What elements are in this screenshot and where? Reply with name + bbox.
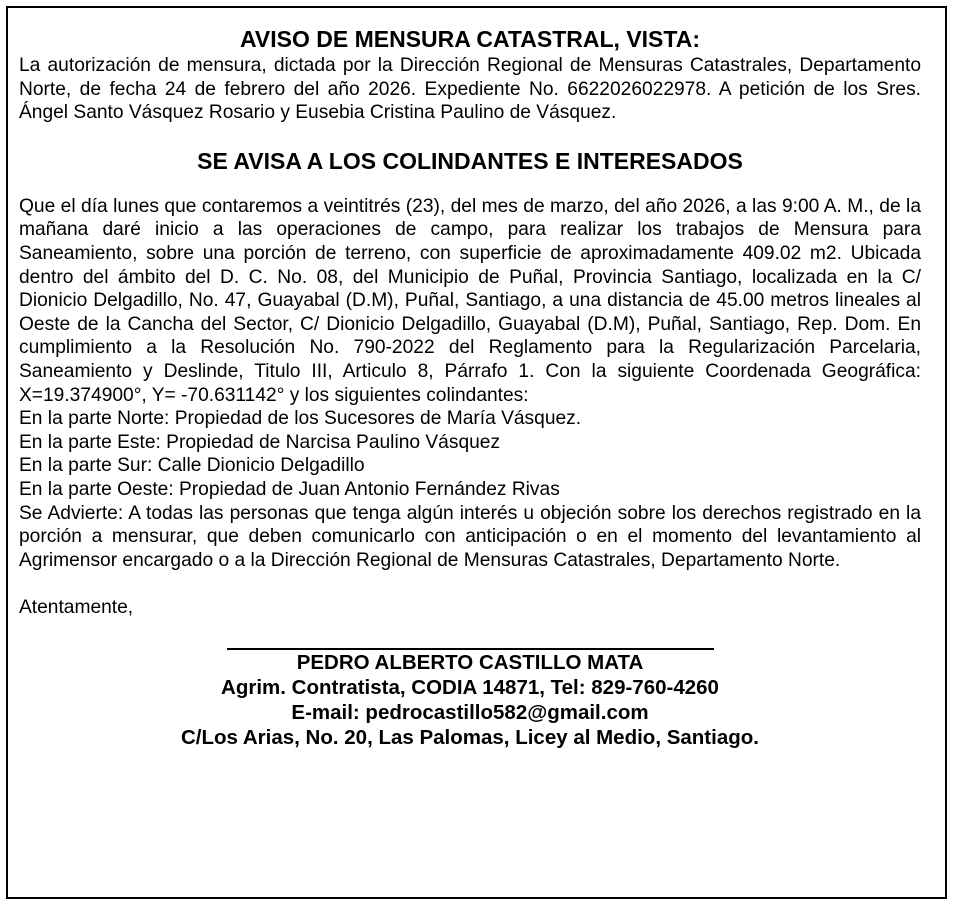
signer-email: E-mail: pedrocastillo582@gmail.com — [291, 700, 649, 724]
closing-text: Atentamente, — [19, 597, 134, 619]
warning-paragraph: Se Advierte: A todas las personas que tenga algún interés u objeción sobre los derechos registrado en la porción a mensurar, que deben comunicarlo con anticipación o en el momento del levantamiento al Agrimensor encargado o a la Dirección Regional de Mensuras Catastrales, Departamento Norte. — [19, 502, 921, 571]
signer-name: PEDRO ALBERTO CASTILLO MATA — [296, 650, 644, 674]
notice-title: AVISO DE MENSURA CATASTRAL, VISTA: — [240, 26, 700, 52]
notice-subtitle: SE AVISA A LOS COLINDANTES E INTERESADOS — [197, 147, 743, 174]
notice-content — [19, 24, 921, 750]
intro-paragraph: La autorización de mensura, dictada por la Dirección Regional de Mensuras Catastrales, Departamento Norte, de fecha 24 de febrero del año 2026. Expediente No. 6622026022978. A petición de los Sres. Ángel Santo Vásquez Rosario y Eusebia Cristina Paulino de Vásquez. — [19, 55, 921, 124]
signer-address: C/Los Arias, No. 20, Las Palomas, Licey al Medio, Santiago. — [181, 725, 759, 749]
boundary-east: En la parte Este: Propiedad de Narcisa Paulino Vásquez — [19, 431, 501, 453]
body-paragraph: Que el día lunes que contaremos a veintitrés (23), del mes de marzo, del año 2026, a las 9:00 A. M., de la mañana daré inicio a las operaciones de campo, para realizar los trabajos de Mensura para Saneamiento, sobre una porción de terreno, con superficie de aproximadamente 409.02 m2. Ubicada dentro del ámbito del D. C. No. 08, del Municipio de Puñal, Provincia Santiago, localizada en la C/ Dionicio Delgadillo, No. 47, Guayabal (D.M), Puñal, Santiago, a una distancia de 45.00 metros lineales al Oeste de la Cancha del Sector, C/ Dionicio Delgadillo, Guayabal (D.M), Puñal, Santiago, Rep. Dom. En cumplimiento a la Resolución No. 790-2022 del Reglamento para la Regularización Parcelaria, Saneamiento y Deslinde, Titulo III, Articulo 8, Párrafo 1. Con la siguiente Coordenada Geográfica: X=19.374900°, Y= -70.631142° y los siguientes colindantes: — [19, 195, 921, 406]
boundary-south: En la parte Sur: Calle Dionicio Delgadillo — [19, 455, 365, 477]
boundary-west: En la parte Oeste: Propiedad de Juan Antonio Fernández Rivas — [19, 478, 560, 500]
signer-credentials: Agrim. Contratista, CODIA 14871, Tel: 829-760-4260 — [221, 675, 719, 699]
boundary-north: En la parte Norte: Propiedad de los Sucesores de María Vásquez. — [19, 408, 582, 430]
